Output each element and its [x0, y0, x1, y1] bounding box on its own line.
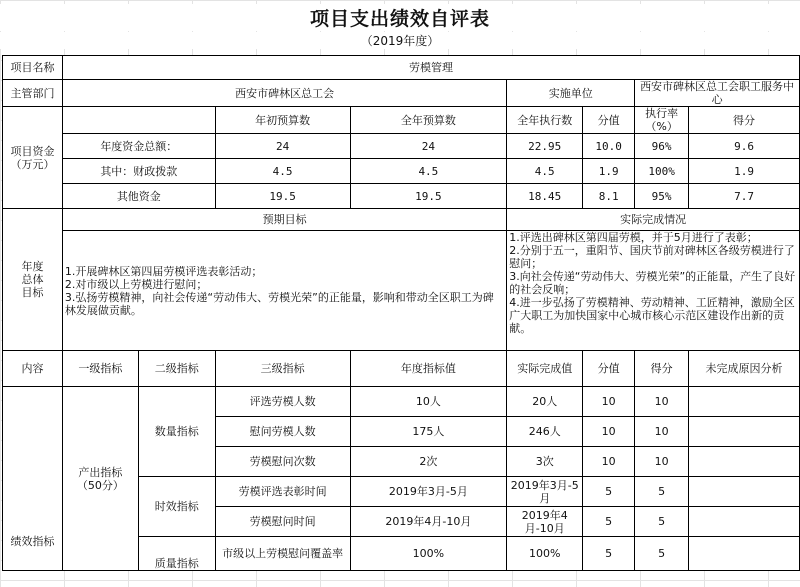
- funds-row-label: 其中：财政拨款: [62, 159, 215, 184]
- output-indicator-label: 产出指标 （50分）: [62, 387, 138, 571]
- funds-header-initial: 年初预算数: [215, 107, 350, 134]
- project-name-value: 劳模管理: [62, 56, 799, 80]
- funds-cell: 4.5: [350, 159, 507, 184]
- table-row-actual: 100%: [507, 537, 583, 571]
- table-row-l3: 劳模慰问次数: [215, 447, 350, 477]
- funds-cell: 100%: [635, 159, 689, 184]
- table-row-actual: 2019年3月-5月: [507, 477, 583, 507]
- funds-header-score: 分值: [583, 107, 635, 134]
- indicator-header-content: 内容: [3, 351, 63, 387]
- table-row-l3: 劳模慰问时间: [215, 507, 350, 537]
- table-row-score: 5: [583, 537, 635, 571]
- funds-cell: 1.9: [689, 159, 800, 184]
- report-subtitle: （2019年度）: [0, 32, 800, 49]
- indicator-header-actual: 实际完成值: [507, 351, 583, 387]
- impl-unit-value: 西安市碑林区总工会职工服务中心: [635, 80, 800, 107]
- funds-cell: 19.5: [350, 184, 507, 209]
- table-row-target: 2019年3月-5月: [350, 477, 507, 507]
- funds-row-label: 其他资金: [62, 184, 215, 209]
- table-row-got: 10: [635, 447, 689, 477]
- table-row-score: 5: [583, 507, 635, 537]
- funds-cell: 10.0: [583, 134, 635, 159]
- table-row-got: 10: [635, 387, 689, 417]
- table-row-got: 5: [635, 477, 689, 507]
- table-row-reason: [689, 447, 800, 477]
- table-row-l3: 评选劳模人数: [215, 387, 350, 417]
- funds-header-annual: 全年预算数: [350, 107, 507, 134]
- table-row-target: 175人: [350, 417, 507, 447]
- impl-unit-label: 实施单位: [507, 80, 635, 107]
- expected-goals-text: 1.开展碑林区第四届劳模评选表彰活动； 2.对市级以上劳模进行慰问； 3.弘扬劳模精神，向社会传递“劳动伟大、劳模光荣”的正能量，影响和带动全区职工为碑林发展做贡献。: [62, 231, 506, 351]
- funds-header-rate: 执行率（%）: [635, 107, 689, 134]
- funds-row-label: 年度资金总额：: [62, 134, 215, 159]
- table-row-actual: 3次: [507, 447, 583, 477]
- table-row-got: 10: [635, 417, 689, 447]
- funds-cell: 1.9: [583, 159, 635, 184]
- funds-header-blank: [62, 107, 215, 134]
- table-row-got: 5: [635, 507, 689, 537]
- funds-cell: 7.7: [689, 184, 800, 209]
- funds-cell: 95%: [635, 184, 689, 209]
- table-row-target: 2次: [350, 447, 507, 477]
- quality-indicator-label: 质量指标: [138, 537, 215, 571]
- table-row-got: 5: [635, 537, 689, 571]
- dept-label: 主管部门: [3, 80, 63, 107]
- funds-header-executed: 全年执行数: [507, 107, 583, 134]
- table-row-target: 2019年4月-10月: [350, 507, 507, 537]
- indicator-header-level1: 一级指标: [62, 351, 138, 387]
- table-row-score: 10: [583, 447, 635, 477]
- table-row-l3: 市级以上劳模慰问覆盖率: [215, 537, 350, 571]
- funds-label: 项目资金 （万元）: [3, 107, 63, 209]
- table-row-target: 100%: [350, 537, 507, 571]
- funds-cell: 24: [350, 134, 507, 159]
- funds-header-got: 得分: [689, 107, 800, 134]
- funds-cell: 18.45: [507, 184, 583, 209]
- table-row-actual: 246人: [507, 417, 583, 447]
- funds-cell: 9.6: [689, 134, 800, 159]
- report-title: 项目支出绩效自评表: [0, 4, 800, 31]
- table-row-score: 10: [583, 387, 635, 417]
- indicator-header-level2: 二级指标: [138, 351, 215, 387]
- self-evaluation-table: [2, 55, 800, 571]
- indicator-header-target: 年度指标值: [350, 351, 507, 387]
- table-row-reason: [689, 387, 800, 417]
- funds-cell: 4.5: [507, 159, 583, 184]
- table-row-reason: [689, 507, 800, 537]
- table-row-reason: [689, 477, 800, 507]
- table-row-score: 10: [583, 417, 635, 447]
- table-row-l3: 劳模评选表彰时间: [215, 477, 350, 507]
- funds-cell: 8.1: [583, 184, 635, 209]
- expected-goals-header: 预期目标: [62, 209, 506, 231]
- annual-goals-label: 年度 总体 目标: [3, 209, 63, 351]
- timeliness-indicator-label: 时效指标: [138, 477, 215, 537]
- actual-completion-text: 1.评选出碑林区第四届劳模，并于5月进行了表彰； 2.分别于五一，重阳节、国庆节前对碑林区各级劳模进行了慰问； 3.向社会传递“劳动伟大、劳模光荣”的正能量，产生了良好的社会反响； 4.进一步弘扬了劳模精神、劳动精神、工匠精神，激励全区广大职工为加快国家中心城市核心示范区建设作出新的贡献。: [507, 231, 800, 351]
- table-row-reason: [689, 537, 800, 571]
- funds-cell: 96%: [635, 134, 689, 159]
- table-row-l3: 慰问劳模人数: [215, 417, 350, 447]
- funds-cell: 4.5: [215, 159, 350, 184]
- table-row-actual: 20人: [507, 387, 583, 417]
- table-row-actual: 2019年4月-10月: [507, 507, 583, 537]
- performance-indicators-label: 绩效指标: [3, 387, 63, 571]
- funds-cell: 24: [215, 134, 350, 159]
- indicator-header-reason: 未完成原因分析: [689, 351, 800, 387]
- funds-cell: 19.5: [215, 184, 350, 209]
- indicator-header-score: 分值: [583, 351, 635, 387]
- table-row-score: 5: [583, 477, 635, 507]
- table-row-target: 10人: [350, 387, 507, 417]
- project-name-label: 项目名称: [3, 56, 63, 80]
- funds-cell: 22.95: [507, 134, 583, 159]
- indicator-header-got: 得分: [635, 351, 689, 387]
- indicator-header-level3: 三级指标: [215, 351, 350, 387]
- table-row-reason: [689, 417, 800, 447]
- actual-completion-header: 实际完成情况: [507, 209, 800, 231]
- dept-value: 西安市碑林区总工会: [62, 80, 506, 107]
- quantity-indicator-label: 数量指标: [138, 387, 215, 477]
